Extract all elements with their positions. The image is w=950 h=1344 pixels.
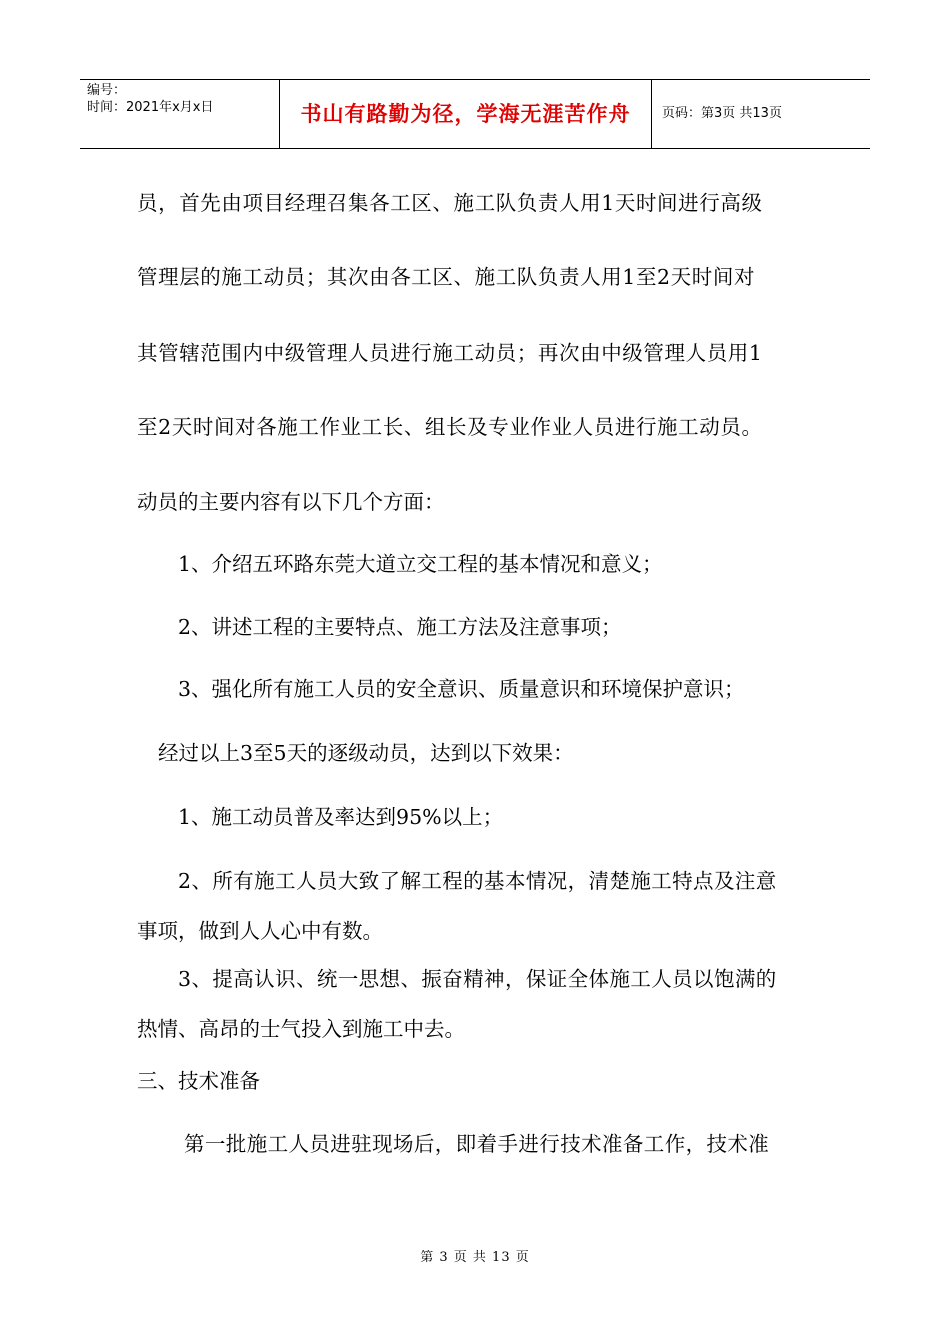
section-heading-technical: 三、技术准备 (137, 1069, 260, 1093)
document-number-label: 编号： (87, 83, 127, 98)
body-line-effects: 经过以上3至5天的逐级动员，达到以下效果： (158, 741, 574, 765)
list-item-coverage: 1、施工动员普及率达到95%以上； (178, 805, 504, 829)
body-line-morale-cont: 热情、高昂的士气投入到施工中去。 (137, 1017, 465, 1041)
document-time-label: 时间：2021年x月x日 (87, 100, 214, 115)
body-line-3: 其管辖范围内中级管理人员进行施工动员；再次由中级管理人员用1 (137, 341, 763, 365)
list-item-morale: 3、提高认识、统一思想、振奋精神，保证全体施工人员以饱满的 (178, 967, 777, 991)
body-line-1: 员，首先由项目经理召集各工区、施工队负责人用1天时间进行高级 (137, 191, 763, 215)
list-item-features: 2、讲述工程的主要特点、施工方法及注意事项； (178, 615, 622, 639)
body-line-5: 动员的主要内容有以下几个方面： (137, 490, 445, 514)
list-item-awareness: 3、强化所有施工人员的安全意识、质量意识和环境保护意识； (178, 677, 745, 701)
header-meta-cell (80, 80, 280, 148)
body-line-4: 至2天时间对各施工作业工长、组长及专业作业人员进行施工动员。 (137, 415, 763, 439)
motto-text: 书山有路勤为径，学海无涯苦作舟 (300, 101, 631, 126)
body-line-technical: 第一批施工人员进驻现场后，即着手进行技术准备工作，技术准 (184, 1132, 770, 1156)
body-line-2: 管理层的施工动员；其次由各工区、施工队负责人用1至2天时间对 (137, 265, 756, 289)
page-info: 页码：第3页 共13页 (662, 106, 782, 121)
body-line-understanding-cont: 事项，做到人人心中有数。 (137, 919, 383, 943)
list-item-understanding: 2、所有施工人员大致了解工程的基本情况，清楚施工特点及注意 (178, 869, 777, 893)
list-item-intro: 1、介绍五环路东莞大道立交工程的基本情况和意义； (178, 552, 663, 576)
header-motto-cell (280, 80, 652, 148)
document-header (80, 79, 870, 149)
page-footer: 第 3 页 共 13 页 (420, 1250, 530, 1265)
header-page-cell (652, 80, 870, 148)
